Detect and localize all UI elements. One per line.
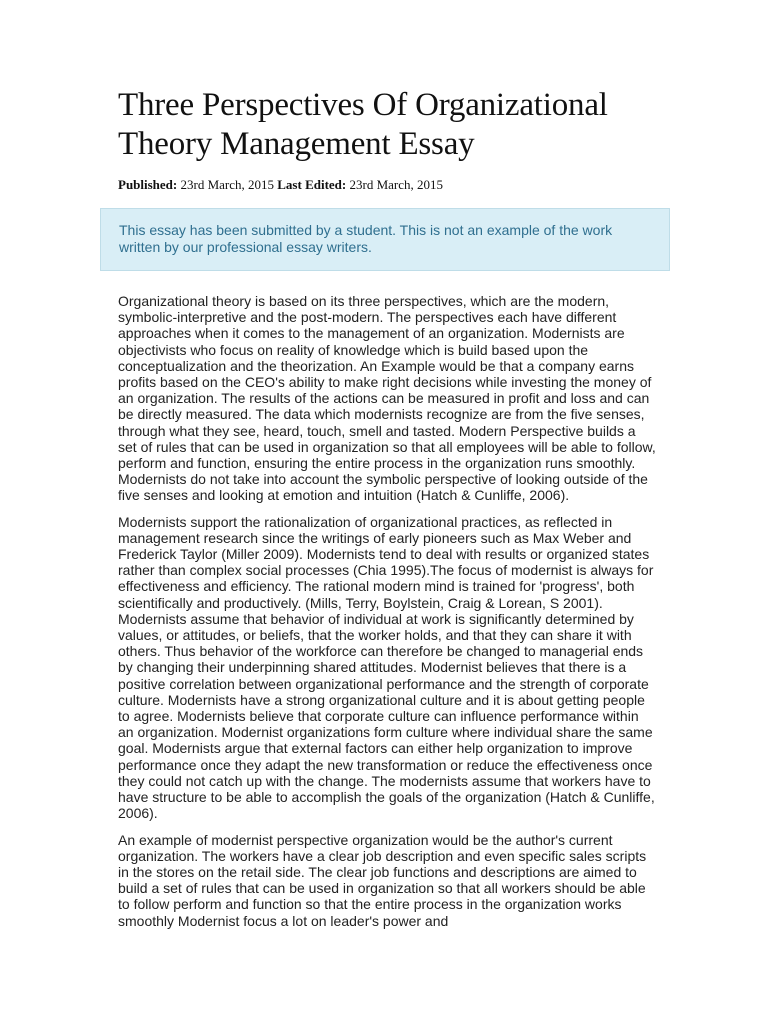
body-paragraph-1: Organizational theory is based on its three perspectives, which are the modern, symbolic-interpretive and the post-modern. The perspectives each have different approaches when it comes to the management of an organization. Modernists are objectivists who focus on reality of knowledge which is build based upon the conceptualization and the theorization. An Example would be that a company earns profits based on the CEO's ability to make right decisions while investing the money of an organization. The results of the actions can be measured in profit and loss and can be directly measured. The data which modernists recognize are from the five senses, through what they see, heard, touch, smell and tasted. Modern Perspective builds a set of rules that can be used in organization so that all employees will be able to follow, perform and function, ensuring the entire process in the organization runs smoothly. Modernists do not take into account the symbolic perspective of looking outside of the five senses and looking at emotion and intuition (Hatch & Cunliffe, 2006). bbox=[118, 293, 656, 504]
published-label: Published: bbox=[118, 177, 178, 192]
edited-date: 23rd March, 2015 bbox=[349, 177, 444, 192]
edited-label: Last Edited: bbox=[277, 177, 347, 192]
published-date: 23rd March, 2015 bbox=[180, 177, 275, 192]
body-paragraph-2: Modernists support the rationalization of organizational practices, as reflected in management research since the writings of early pioneers such as Max Weber and Frederick Taylor (Miller 2009). Modernists tend to deal with results or organized states rather than complex social processes (Chia 1995).The focus of modernist is always for effectiveness and efficiency. The rational modern mind is trained for 'progress', both scientifically and productively. (Mills, Terry, Boylstein, Craig & Lorean, S 2001). Modernists assume that behavior of individual at work is significantly determined by values, or attitudes, or beliefs, that the worker holds, and that they can share it with others. Thus behavior of the workforce can therefore be changed to managerial ends by changing their underpinning shared attitudes. Modernist believes that there is a positive correlation between organizational performance and the strength of corporate culture. Modernists have a strong organizational culture and it is about getting people to agree. Modernists believe that corporate culture can influence performance within an organization. Modernist organizations form culture where individual share the same goal. Modernists argue that external factors can either help organization to improve performance once they adapt the new transformation or reduce the effectiveness once they could not catch up with the change. The modernists assume that workers have to have structure to be able to accomplish the goals of the organization (Hatch & Cunliffe, 2006). bbox=[118, 513, 655, 822]
student-notice-box: This essay has been submitted by a student. This is not an example of the work written by our professional essay writers. bbox=[100, 208, 670, 271]
publication-meta bbox=[118, 176, 672, 194]
essay-title: Three Perspectives Of Organizational Theory Management Essay bbox=[118, 87, 608, 162]
body-paragraph-3: An example of modernist perspective organization would be the author's current organization. The workers have a clear job description and even specific sales scripts in the stores on the retail side. The clear job functions and descriptions are aimed to build a set of rules that can be used in organization so that all workers should be able to follow perform and function so that the entire process in the organization works smoothly Modernist focus a lot on leader's power and bbox=[118, 831, 647, 929]
